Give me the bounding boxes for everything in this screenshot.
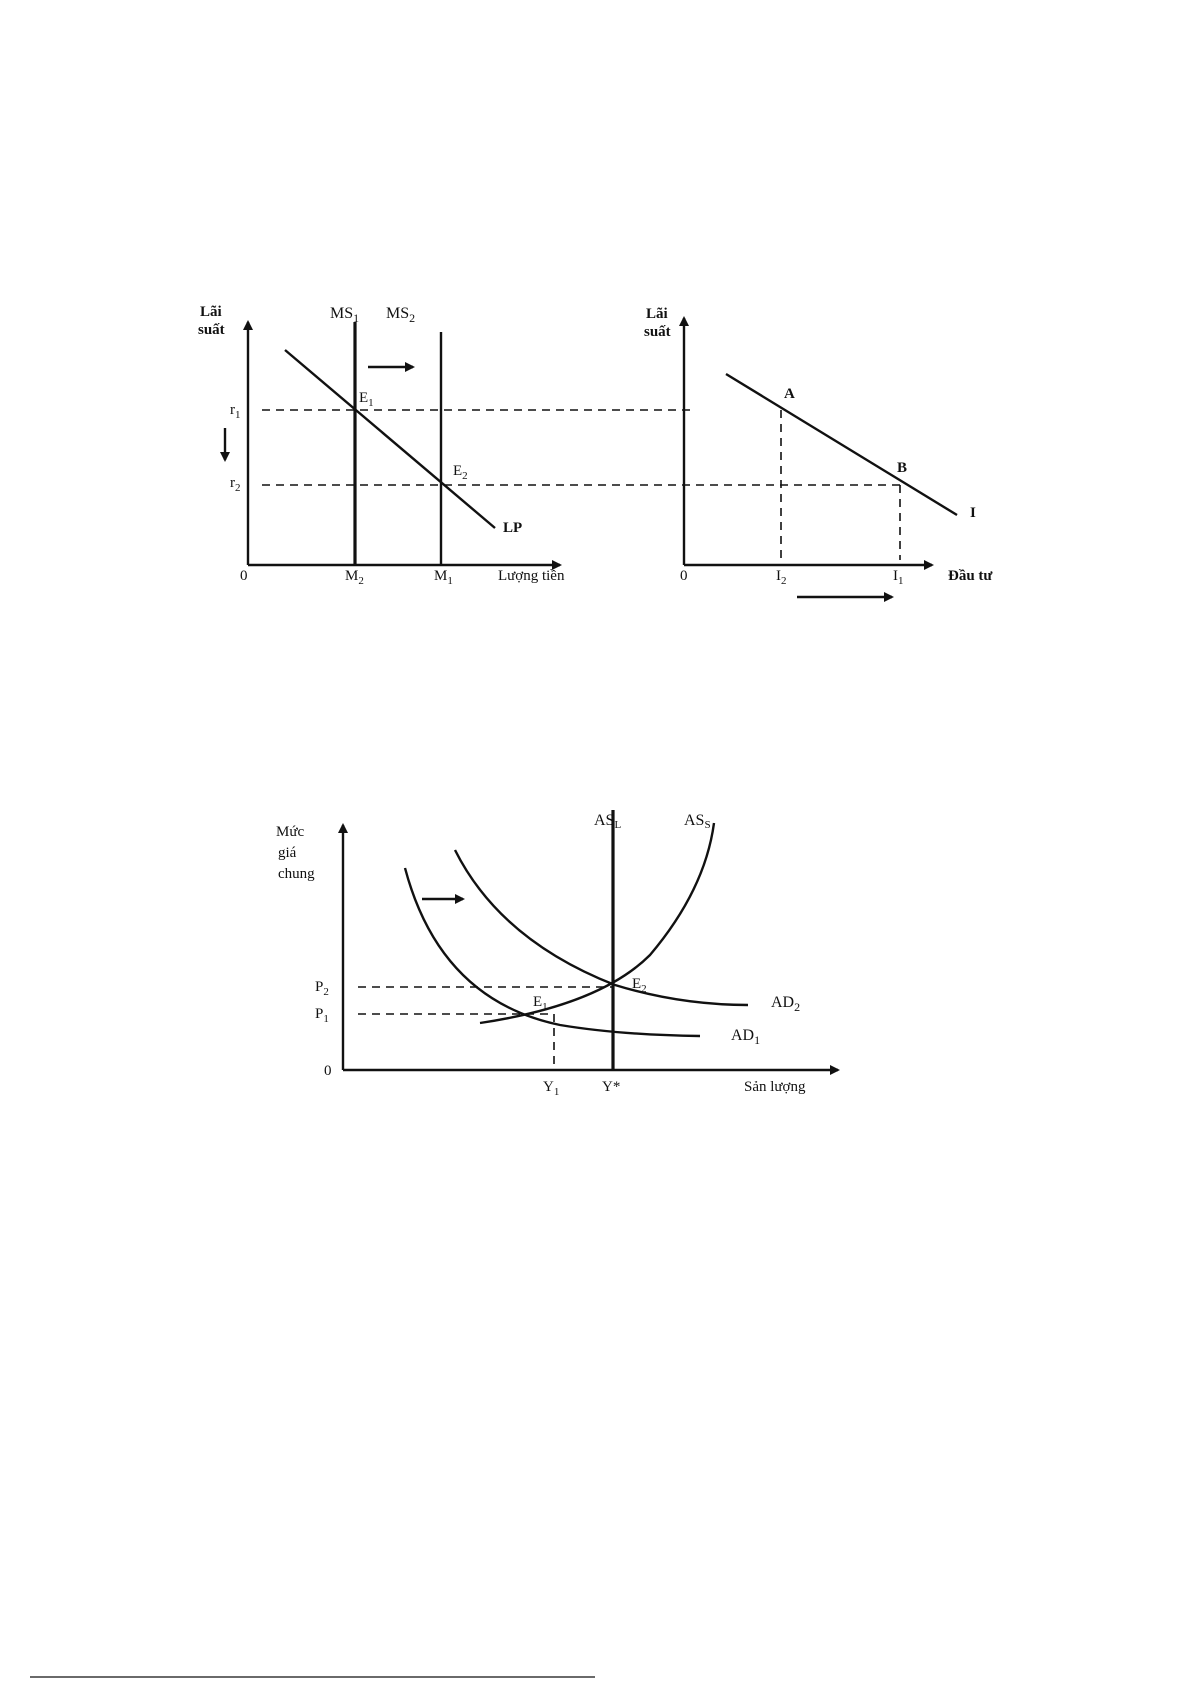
- e2-label-adas: $E_2$: [632, 976, 647, 995]
- e1-label: $E_1$: [359, 390, 374, 409]
- ms1-label: $MS_1$: [330, 305, 360, 325]
- ad2-curve: [455, 850, 748, 1005]
- r2-label: $r_2$: [230, 475, 241, 494]
- investment-diagram: [644, 306, 993, 597]
- i2-label: $I_2$: [776, 568, 787, 587]
- e2-label: $E_2$: [453, 463, 468, 482]
- lp-curve: [285, 350, 495, 528]
- inv-y-label-1: Lãi: [646, 306, 668, 322]
- m1-label: $M_1$: [434, 568, 453, 587]
- ad-as-diagram: [276, 810, 838, 1098]
- inv-origin-label: 0: [680, 568, 688, 584]
- m2-label: $M_2$: [345, 568, 364, 587]
- inv-x-label: Đầu tư: [948, 568, 993, 584]
- adas-origin-label: 0: [324, 1063, 332, 1079]
- ad1-curve: [405, 868, 700, 1036]
- asl-label: ASL: [594, 812, 622, 831]
- point-a-label: A: [784, 386, 795, 402]
- ystar-label: Y*: [602, 1079, 621, 1095]
- ad1-label: $AD_1$: [731, 1027, 761, 1047]
- investment-curve-label: I: [970, 505, 976, 521]
- adas-y-label-1: Mức: [276, 824, 305, 840]
- y1-label: $Y_1$: [543, 1079, 560, 1098]
- money-y-label-2: suất: [198, 322, 225, 338]
- money-x-label: Lượng tiền: [498, 568, 565, 584]
- r1-label: $r_1$: [230, 402, 241, 421]
- money-origin-label: 0: [240, 568, 248, 584]
- adas-y-label-3: chung: [278, 866, 315, 882]
- money-market-diagram: [198, 304, 900, 587]
- inv-y-label-2: suất: [644, 324, 671, 340]
- ms2-label: $MS_2$: [386, 305, 416, 325]
- lp-label: LP: [503, 520, 523, 536]
- adas-y-label-2: giá: [278, 845, 297, 861]
- money-y-label-1: Lãi: [200, 304, 222, 320]
- p2-label: $P_2$: [315, 979, 329, 998]
- e1-label-adas: $E_1$: [533, 994, 548, 1013]
- investment-curve: [726, 374, 957, 515]
- i1-label: $I_1$: [893, 568, 904, 587]
- p1-label: $P_1$: [315, 1006, 329, 1025]
- ass-curve: [480, 823, 714, 1023]
- ass-label: ASS: [684, 812, 711, 831]
- ad2-label: $AD_2$: [771, 994, 801, 1014]
- adas-x-label: Sản lượng: [744, 1079, 806, 1095]
- point-b-label: B: [897, 460, 908, 476]
